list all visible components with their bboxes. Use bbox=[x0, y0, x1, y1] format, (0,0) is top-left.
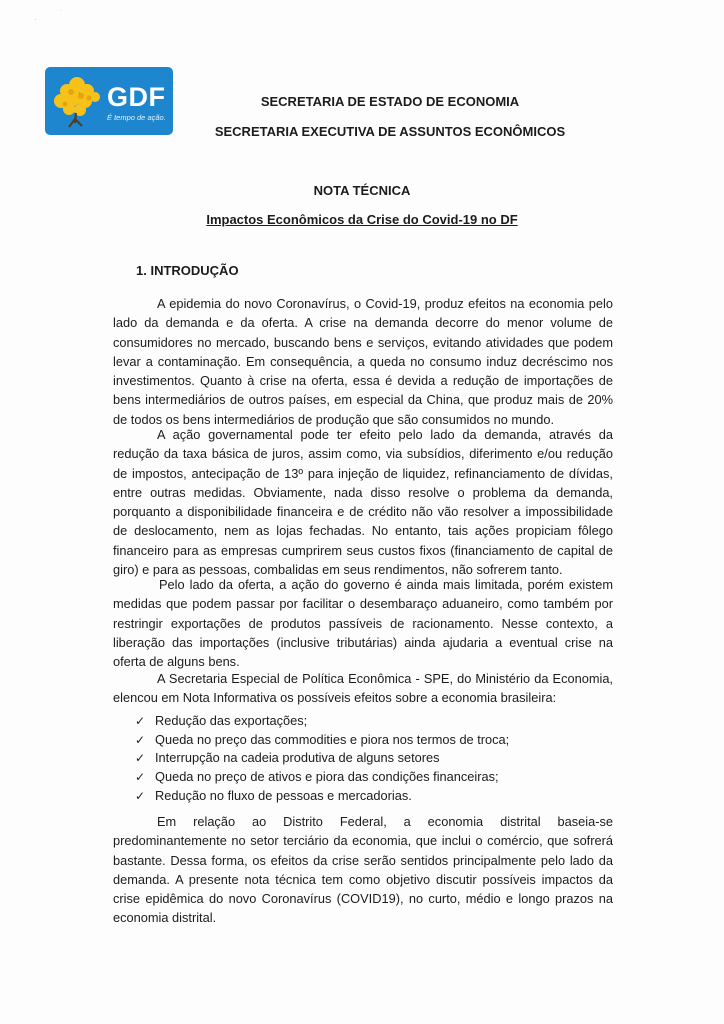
logo-tagline: É tempo de ação. bbox=[107, 113, 166, 122]
document-subject: Impactos Econômicos da Crise do Covid-19 no DF bbox=[206, 212, 518, 227]
list-item: ✓ Redução das exportações; bbox=[135, 712, 509, 731]
section-heading: 1. INTRODUÇÃO bbox=[136, 263, 239, 278]
check-icon: ✓ bbox=[135, 788, 146, 803]
logo-text: GDF bbox=[107, 82, 166, 112]
check-icon: ✓ bbox=[135, 770, 146, 785]
header-secretaria-executiva: SECRETARIA EXECUTIVA DE ASSUNTOS ECONÔMICOS bbox=[214, 124, 566, 139]
scan-speck: · bbox=[34, 14, 37, 24]
header-secretaria: SECRETARIA DE ESTADO DE ECONOMIA bbox=[260, 94, 520, 109]
paragraph: A ação governamental pode ter efeito pelo lado da demanda, através da redução da taxa básica de juros, assim como, via subsídios, diferimento e/ou redução de impostos, antecipação de 13º para injeção de liquidez, refinanciamento de dívidas, entre outras medidas. Obviamente, nada disso resolve o problema da demanda, porquanto a disponibilidade financeira e de crédito não vão resolver a impossibilidade de deslocamento, nem as lojas fechadas. No entanto, tais ações propiciam fôlego financeiro para as empresas cumprirem seus custos fixos (financiamento de capital de giro) e para as pessoas, combalidas em seus rendimentos, não sofrerem tanto. bbox=[113, 427, 613, 578]
list-item: ✓ Queda no preço de ativos e piora das condições financeiras; bbox=[135, 768, 509, 787]
paragraph: A epidemia do novo Coronavírus, o Covid-19, produz efeitos na economia pelo lado da demanda e da oferta. A crise na demanda decorre do menor volume de consumidores no mercado, buscando bens e serviços, evitando atividades que podem levar a contaminação. Em consequência, a queda no consumo induz decréscimo nos investimentos. Quanto à crise na oferta, essa é devida a redução de importações de bens intermediários de outros países, em especial da China, que produz mais de 20% de todos os bens intermediários de produção que são consumidos no mundo. bbox=[113, 296, 613, 427]
list-item: ✓ Interrupção na cadeia produtiva de alguns setores bbox=[135, 749, 509, 768]
check-icon: ✓ bbox=[135, 714, 146, 728]
document-type: NOTA TÉCNICA bbox=[313, 183, 411, 198]
list-item: ✓ Queda no preço das commodities e piora nos termos de troca; bbox=[135, 731, 509, 750]
list-item: ✓ Redução no fluxo de pessoas e mercadorias. bbox=[135, 787, 509, 806]
scan-speck: ˙ bbox=[60, 9, 63, 19]
check-icon: ✓ bbox=[135, 751, 146, 766]
paragraph: Pelo lado da oferta, a ação do governo é ainda mais limitada, porém existem medidas que podem passar por facilitar o desembaraço aduaneiro, como também por restringir exportações de produtos passíveis de racionamento. Nesse contexto, a liberação das importações (inclusive tributárias) ainda ajudaria a eventual crise na oferta de alguns bens. bbox=[113, 577, 613, 670]
effects-checklist bbox=[135, 712, 509, 806]
check-icon: ✓ bbox=[135, 732, 146, 747]
paragraph: Em relação ao Distrito Federal, a economia distrital baseia-se predominantemente no setor terciário da economia, que inclui o comércio, que sofrerá bastante. Dessa forma, os efeitos da crise serão sentidos principalmente pelo lado da demanda. A presente nota técnica tem como objetivo discutir possíveis impactos da crise epidêmica do novo Coronavírus (COVID19), no curto, médio e longo prazos na economia distrital. bbox=[113, 814, 613, 926]
paragraph: A Secretaria Especial de Política Econômica - SPE, do Ministério da Economia, elencou em Nota Informativa os possíveis efeitos sobre a economia brasileira: bbox=[113, 671, 613, 706]
